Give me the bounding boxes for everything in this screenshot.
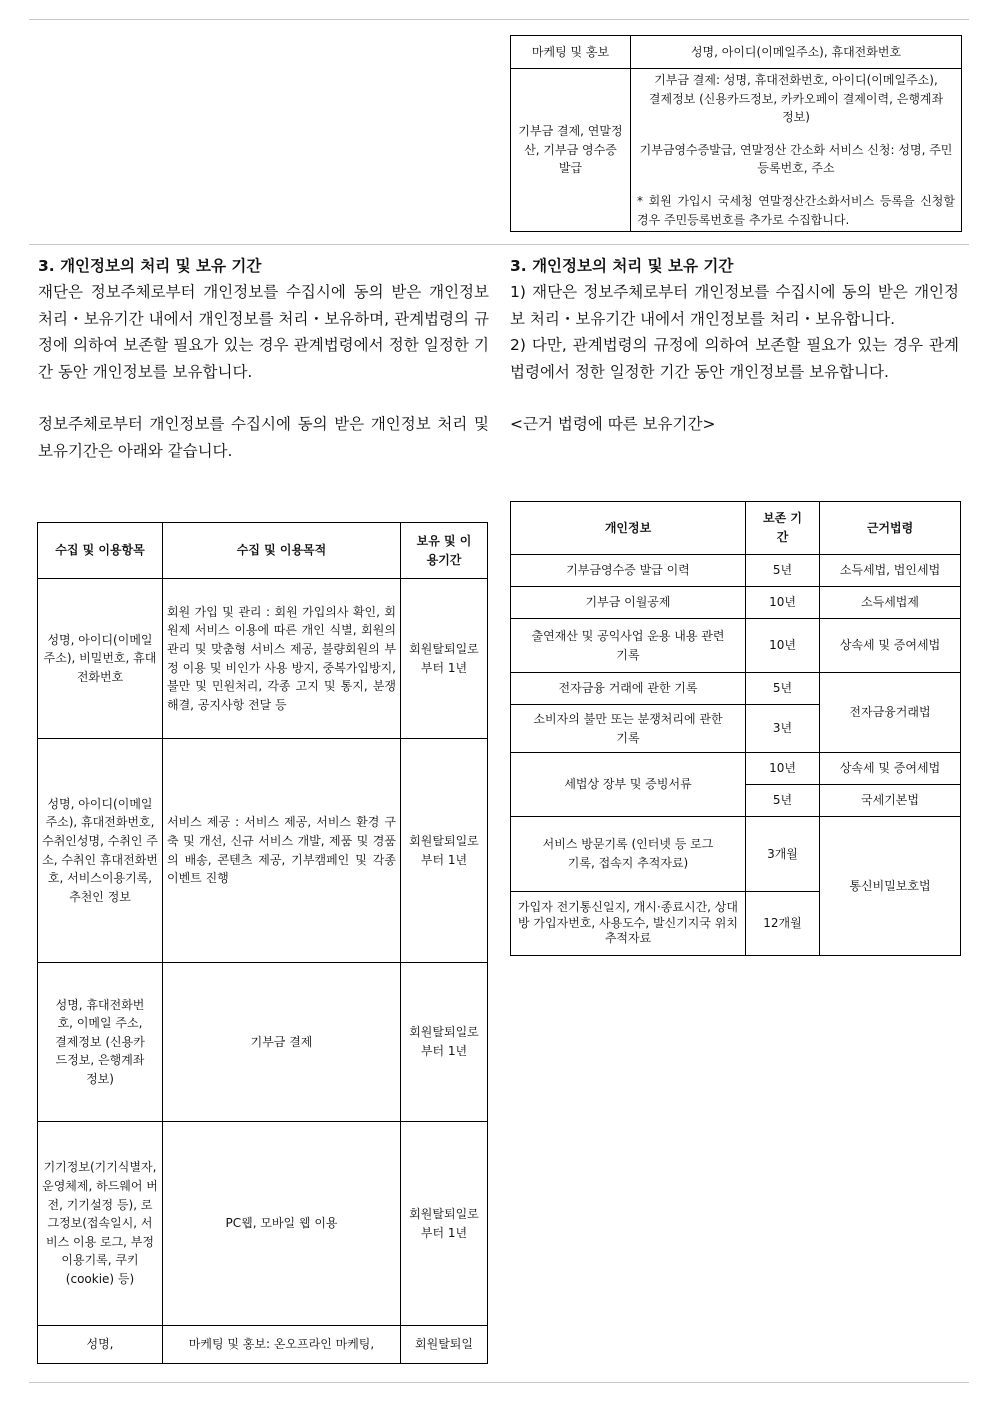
item-cell: 기부금 결제, 연말정산, 기부금 영수증 발급 [511,69,631,232]
table-row [511,69,962,232]
table-row [511,753,961,785]
payment-detail: 기부금 결제: 성명, 휴대전화번호, 아이디(이메일주소), 결제정보 (신용카드정보, 카카오페이 결제이력, 은행계좌정보) [648,73,944,125]
info-cell: 기부금 이월공제 [511,587,746,619]
section-heading: 3. 개인정보의 처리 및 보유 기간 [510,257,734,275]
section-paragraph: 정보주체로부터 개인정보를 수집시에 동의 받은 개인정보 처리 및 보유기간은 아래와 같습니다. [38,415,489,460]
column-header: 근거법령 [820,502,961,555]
period-cell: 회원탈퇴일 [401,1326,488,1364]
info-cell: 전자금융 거래에 관한 기록 [511,673,746,705]
table-row [38,739,488,963]
table-row [511,673,961,705]
purpose-cell: 기부금 결제 [163,963,401,1122]
items-cell: 성명, 아이디(이메일주소), 비밀번호, 휴대전화번호 [38,579,163,739]
table-row [511,36,962,69]
info-cell: 기부금영수증 발급 이력 [511,555,746,587]
table-row [38,579,488,739]
law-cell: 상속세 및 증여세법 [820,619,961,673]
items-cell: 기기정보(기기식별자, 운영체제, 하드웨어 버전, 기기설정 등), 로그정보(접속일시, 서비스 이용 로그, 부정이용기록, 쿠키(cookie) 등) [38,1122,163,1326]
table-row [511,817,961,892]
items-cell: 성명, 아이디(이메일주소), 휴대전화번호, 수취인성명, 수취인 주소, 수취인 휴대전화번호, 서비스이용기록, 추천인 정보 [38,739,163,963]
period-cell: 5년 [746,555,820,587]
period-cell: 회원탈퇴일로부터 1년 [401,579,488,739]
section-paragraph: 재단은 정보주체로부터 개인정보를 수집시에 동의 받은 개인정보 처리・보유기간 내에서 개인정보를 처리・보유하며, 관계법령의 규정에 의하여 보존할 필요가 있는 경우 관계법령에서 정한 일정한 기간 동안 개인정보를 보유합니다. [38,283,489,381]
section-paragraph: 1) 재단은 정보주체로부터 개인정보를 수집시에 동의 받은 개인정보 처리・보유기간 내에서 개인정보를 처리・보유합니다. [510,283,959,328]
law-cell: 통신비밀보호법 [820,817,961,956]
detail-cell: 성명, 아이디(이메일주소), 휴대전화번호 [631,36,962,69]
bottom-divider [29,1382,969,1383]
period-cell: 회원탈퇴일로부터 1년 [401,963,488,1122]
law-cell: 소득세법, 법인세법 [820,555,961,587]
period-cell: 3년 [746,705,820,753]
table-header-row [511,502,961,555]
retention-section-right [510,253,959,438]
footnote: * 회원 가입시 국세청 연말정산간소화서비스 등록을 신청할 경우 주민등록번호를 추가로 수집합니다. [637,193,955,227]
section-heading: 3. 개인정보의 처리 및 보유 기간 [38,257,262,275]
receipt-detail: 기부금영수증발급, 연말정산 간소화 서비스 신청: 성명, 주민등록번호, 주소 [639,142,953,176]
period-cell: 10년 [746,587,820,619]
law-cell: 상속세 및 증여세법 [820,753,961,785]
table-header-row [38,523,488,579]
retention-period-table [37,522,488,1364]
info-cell: 소비자의 불만 또는 분쟁처리에 관한 기록 [511,705,746,753]
period-cell: 회원탈퇴일로부터 1년 [401,739,488,963]
column-header: 수집 및 이용목적 [163,523,401,579]
law-cell: 국세기본법 [820,785,961,817]
law-cell: 전자금융거래법 [820,673,961,753]
info-cell: 출연재산 및 공익사업 운용 내용 관련 기록 [511,619,746,673]
detail-cell [631,69,962,232]
period-cell: 10년 [746,619,820,673]
section-paragraph: 2) 다만, 관계법령의 규정에 의하여 보존할 필요가 있는 경우 관계법령에서 정한 일정한 기간 동안 개인정보를 보유합니다. [510,336,959,381]
items-cell: 성명, [38,1326,163,1364]
info-cell: 서비스 방문기록 (인터넷 등 로그기록, 접속지 추적자료) [511,817,746,892]
table-row [38,963,488,1122]
retention-section-left [38,253,489,464]
legal-retention-table [510,501,961,956]
column-header: 보유 및 이용기간 [401,523,488,579]
table-row [38,1122,488,1326]
table-row [38,1326,488,1364]
period-cell: 5년 [746,785,820,817]
period-cell: 3개월 [746,817,820,892]
period-cell: 회원탈퇴일로부터 1년 [401,1122,488,1326]
period-cell: 10년 [746,753,820,785]
item-cell: 마케팅 및 홍보 [511,36,631,69]
column-header: 수집 및 이용항목 [38,523,163,579]
period-cell: 12개월 [746,892,820,956]
table-row [511,587,961,619]
purpose-cell: 서비스 제공 : 서비스 제공, 서비스 환경 구축 및 개선, 신규 서비스 개발, 제품 및 경품의 배송, 콘텐츠 제공, 기부캠페인 및 각종 이벤트 진행 [163,739,401,963]
middle-divider [29,244,969,245]
law-cell: 소득세법제 [820,587,961,619]
info-cell: 세법상 장부 및 증빙서류 [511,753,746,817]
purpose-cell: 마케팅 및 홍보: 온오프라인 마케팅, [163,1326,401,1364]
purpose-cell: PC웹, 모바일 웹 이용 [163,1122,401,1326]
table-row [511,555,961,587]
items-cell: 성명, 휴대전화번호, 이메일 주소, 결제정보 (신용카드정보, 은행계좌정보) [38,963,163,1122]
column-header: 개인정보 [511,502,746,555]
info-cell: 가입자 전기통신일지, 개시·종료시간, 상대방 가입자번호, 사용도수, 발신기지국 위치추적자료 [511,892,746,956]
collection-items-table-continued [510,35,962,232]
period-cell: 5년 [746,673,820,705]
table-row [511,619,961,673]
top-divider [29,19,969,20]
legal-basis-subheading: <근거 법령에 따른 보유기간> [510,415,716,433]
purpose-cell: 회원 가입 및 관리 : 회원 가입의사 확인, 회원제 서비스 이용에 따른 개인 식별, 회원의 관리 및 맞춤형 서비스 제공, 불량회원의 부정 이용 및 비인가 사용 방지, 중복가입방지, 불만 및 민원처리, 각종 고지 및 통지, 분쟁 해결, 공지사항 전달 등 [163,579,401,739]
column-header: 보존 기간 [746,502,820,555]
